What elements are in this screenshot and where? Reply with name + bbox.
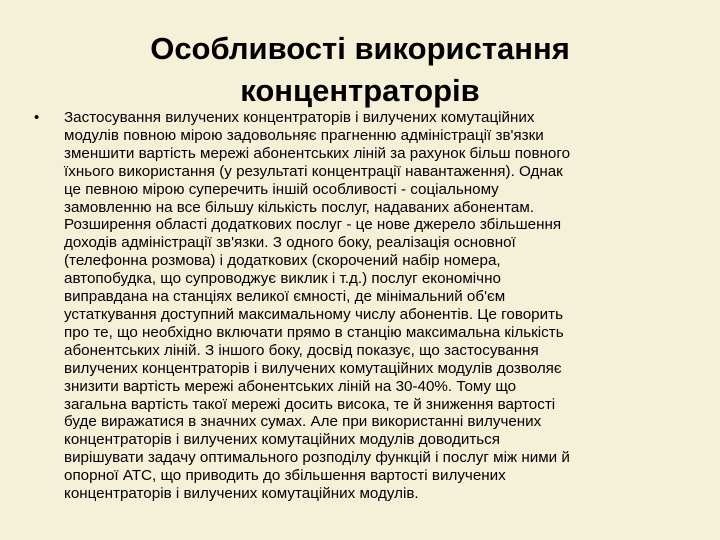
body-line-14: абонентських ліній. З іншого боку, досвід показує, що застосування (64, 341, 539, 359)
body-line-6: замовленню на все більшу кількість послуг, надаваних абонентам. (64, 198, 534, 216)
body-line-10: автопобудка, що супроводжує виклик і т.д.) послуг економічно (64, 270, 501, 288)
body-line-20: вирішувати задачу оптимального розподілу функцій і послуг між ними й (64, 449, 570, 467)
body-line-12: устаткування доступний максимальному числу абонентів. Це говорить (64, 305, 563, 323)
body-line-11: виправдана на станціях великої ємності, де мінімальний об'єм (64, 288, 506, 306)
body-line-21: опорної АТС, що приводить до збільшення вартості вилучених (64, 467, 506, 485)
bullet-marker: • (34, 109, 40, 126)
body-line-8: доходів адміністрації зв'язки. З одного боку, реалізація основної (64, 234, 516, 252)
body-line-1: Застосування вилучених концентраторів і вилучених комутаційних (64, 109, 535, 126)
body-line-13: про те, що необхідно включати прямо в станцію максимальна кількість (64, 323, 564, 341)
body-line-15: вилучених концентраторів і вилучених комутаційних модулів дозволяє (64, 359, 562, 377)
body-line-19: концентраторів і вилучених комутаційних модулів доводиться (64, 431, 501, 449)
body-line-22: концентраторів і вилучених комутаційних модулів. (64, 485, 419, 503)
body-line-3: зменшити вартість мережі абонентських ліній за рахунок більш повного (64, 144, 571, 162)
body-line-9: (телефонна розмова) і додаткових (скорочений набір номера, (64, 252, 501, 270)
body-line-2: модулів повною мірою задовольняє прагненню адміністрації зв'язки (64, 126, 544, 144)
slide-title-line-2: концентраторів (240, 73, 480, 108)
slide-title (60, 28, 660, 112)
body-line-5: це певною мірою суперечить іншій особливості - соціальному (64, 180, 499, 198)
bullet-text (64, 109, 676, 503)
body-line-4: їхнього використання (у результаті концентрації навантаження). Однак (64, 162, 563, 180)
slide-title-line-1: Особливості використання (150, 31, 570, 66)
body-line-16: знизити вартість мережі абонентських ліній на 30-40%. Тому що (64, 377, 517, 395)
body-line-18: буде виражатися в значних сумах. Але при використанні вилучених (64, 413, 542, 431)
body-line-7: Розширення області додаткових послуг - це нове джерело збільшення (64, 216, 562, 234)
body-line-17: загальна вартість такої мережі досить висока, те й зниження вартості (64, 395, 556, 413)
